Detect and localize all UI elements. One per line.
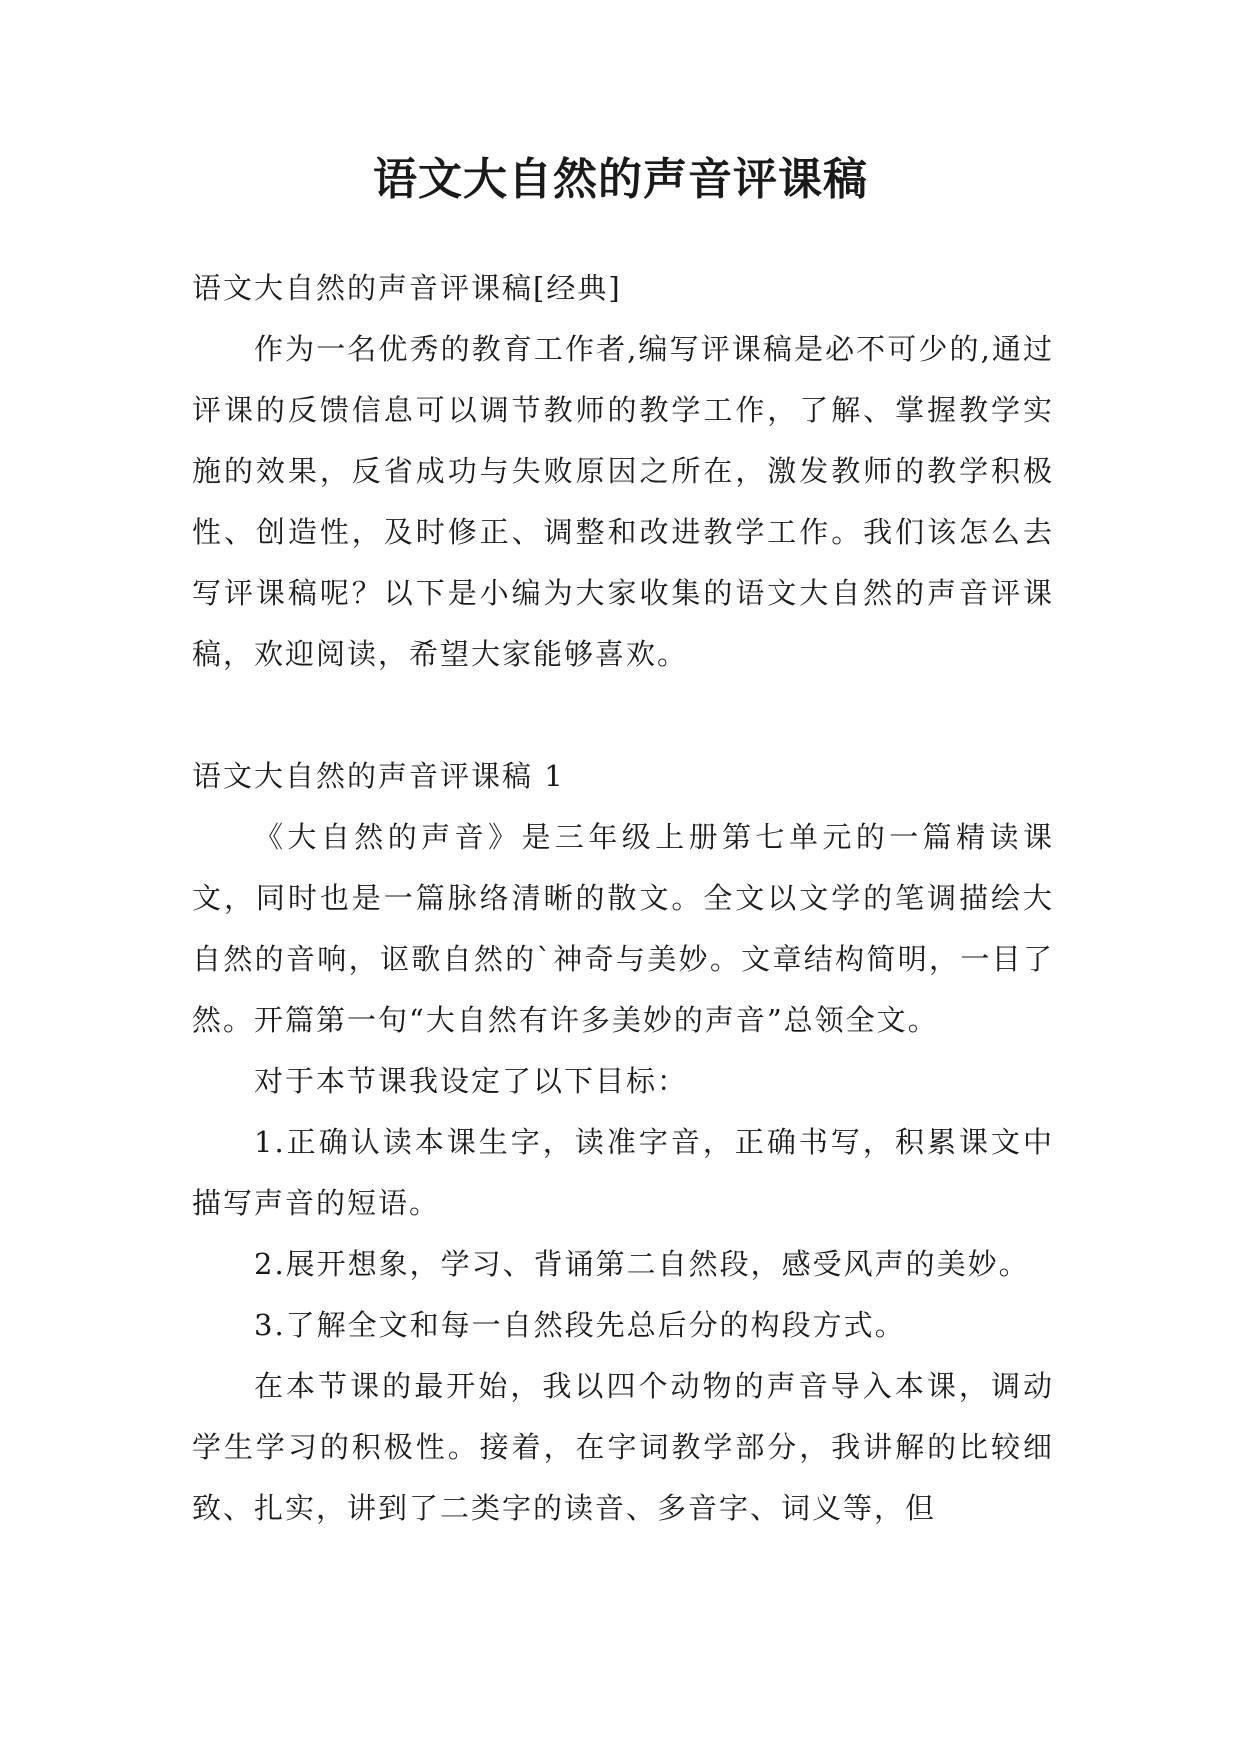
document-subtitle: 语文大自然的声音评课稿[经典] bbox=[192, 271, 622, 305]
section-heading: 语文大自然的声音评课稿 1 bbox=[192, 759, 565, 793]
intro-paragraph: 作为一名优秀的教育工作者,编写评课稿是必不可少的,通过评课的反馈信息可以调节教师的教学工作，了解、掌握教学实施的效果，反省成功与失败原因之所在，激发教师的教学积极性、创造性，及时修正、调整和改进教学工作。我们该怎么去写评课稿呢？以下是小编为大家收集的语文大自然的声音评课稿，欢迎阅读，希望大家能够喜欢。 bbox=[192, 332, 1054, 671]
document-body bbox=[192, 258, 1054, 1539]
goal-item: 2.展开想象，学习、背诵第二自然段，感受风声的美妙。 bbox=[254, 1247, 1030, 1281]
body-paragraph: 《大自然的声音》是三年级上册第七单元的一篇精读课文，同时也是一篇脉络清晰的散文。全文以文学的笔调描绘大自然的音响，讴歌自然的`神奇与美妙。文章结构简明，一目了然。开篇第一句“大自然有许多美妙的声音”总领全文。 bbox=[192, 820, 1054, 1037]
goal-item: 1.正确认读本课生字，读准字音，正确书写，积累课文中描写声音的短语。 bbox=[192, 1125, 1054, 1220]
section-spacer bbox=[192, 685, 1054, 746]
body-paragraph: 对于本节课我设定了以下目标： bbox=[254, 1064, 689, 1098]
goal-item: 3.了解全文和每一自然段先总后分的构段方式。 bbox=[254, 1308, 906, 1342]
body-paragraph: 在本节课的最开始，我以四个动物的声音导入本课，调动学生学习的积极性。接着，在字词教学部分，我讲解的比较细致、扎实，讲到了二类字的读音、多音字、词义等，但 bbox=[192, 1369, 1054, 1525]
document-title: 语文大自然的声音评课稿 bbox=[373, 154, 868, 205]
